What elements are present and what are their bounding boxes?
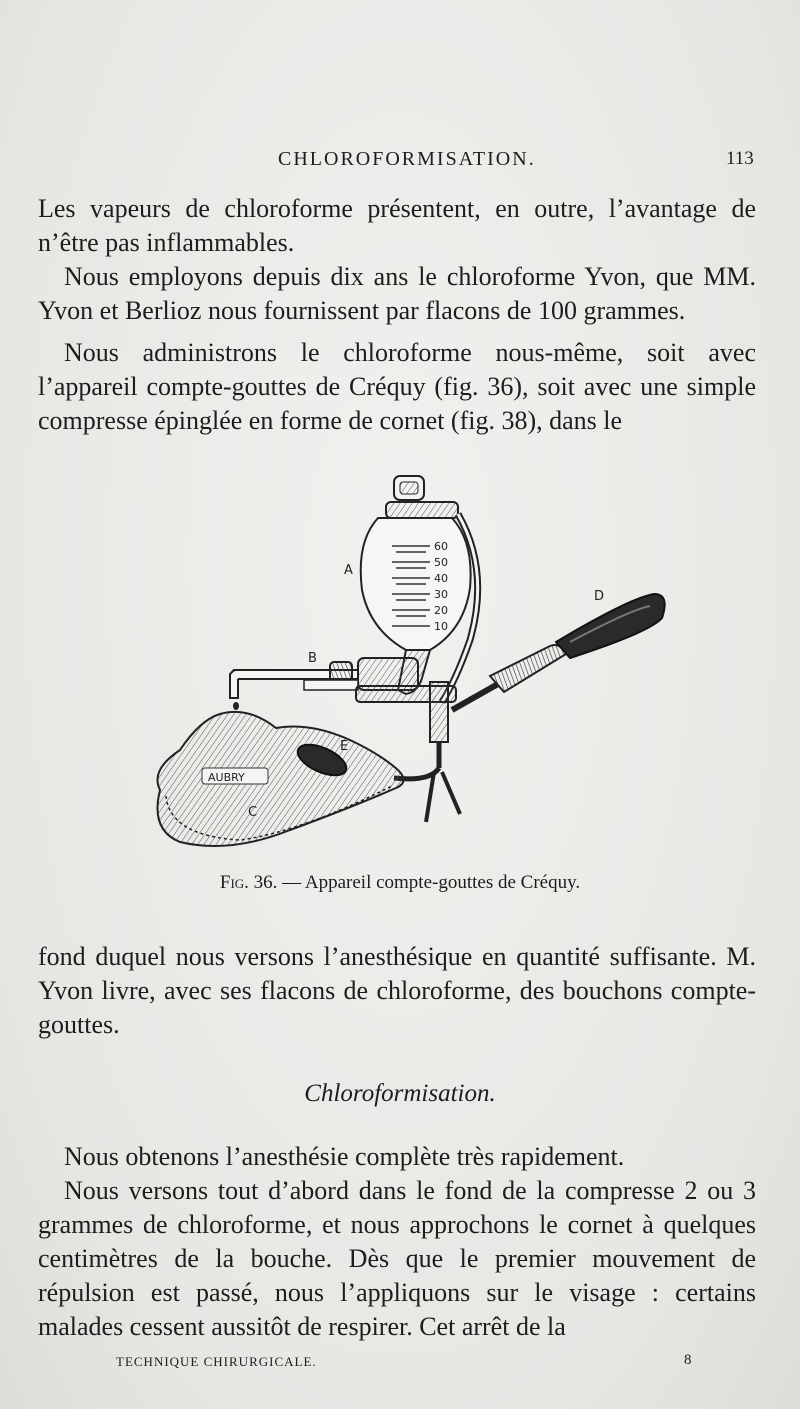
scale-30: 30 — [434, 588, 448, 601]
paragraph-3: Nous administrons le chloroforme nous-même, soit avec l’appareil compte-gouttes de Créquy (fig. 36), soit avec une simple compresse épinglée en forme de cornet (fig. 38), dans le — [38, 338, 756, 435]
drop-shape — [233, 702, 239, 710]
paragraph-6: Nous versons tout d’abord dans le fond de la compresse 2 ou 3 grammes de chloroforme, et nous approchons le cornet à quelques centimètres de la bouche. Dès que le premier mouvement de répulsion est passé, nous l’appliquons sur le visage : certains malades cessent aussitôt de respirer. Cet arrêt de la — [38, 1176, 756, 1341]
label-e: E — [340, 739, 349, 754]
paragraph-2: Nous employons depuis dix ans le chloroforme Yvon, que MM. Yvon et Berlioz nous fournissent par flacons de 100 grammes. — [38, 262, 756, 325]
figure-caption — [0, 872, 800, 894]
caption-figure-number: Fig. 36. — [219, 872, 278, 893]
footer-book-title: TECHNIQUE CHIRURGICALE. — [116, 1354, 317, 1369]
mask-shape — [158, 712, 404, 846]
label-b: B — [308, 651, 317, 666]
label-c: C — [248, 805, 258, 820]
drip-apparatus-drawing — [130, 470, 670, 860]
caption-text: — Appareil compte-gouttes de Créquy. — [282, 872, 581, 893]
paragraph-1: Les vapeurs de chloroforme présentent, en outre, l’avantage de n’être pas inflammables. — [38, 194, 756, 257]
figure-36-illustration — [130, 470, 670, 860]
scale-10: 10 — [434, 620, 448, 633]
running-head-title: CHLOROFORMISATION. — [278, 148, 536, 170]
page-number: 113 — [726, 148, 754, 169]
maker-mark: AUBRY — [208, 771, 245, 784]
paragraph-4: fond duquel nous versons l’anesthésique en quantité suffisante. M. Yvon livre, avec ses flacons de chloroforme, des bouchons compte-gouttes. — [38, 942, 756, 1039]
label-a: A — [344, 563, 353, 578]
paragraph-5: Nous obtenons l’anesthésie complète très rapidement. — [64, 1142, 625, 1171]
section-heading: Chloroformisation. — [304, 1080, 496, 1107]
scale-40: 40 — [434, 572, 448, 585]
scale-60: 60 — [434, 540, 448, 553]
label-d: D — [594, 589, 605, 604]
footer-signature-number: 8 — [684, 1352, 692, 1368]
handle-shape — [556, 594, 665, 658]
scale-20: 20 — [434, 604, 448, 617]
scale-50: 50 — [434, 556, 448, 569]
